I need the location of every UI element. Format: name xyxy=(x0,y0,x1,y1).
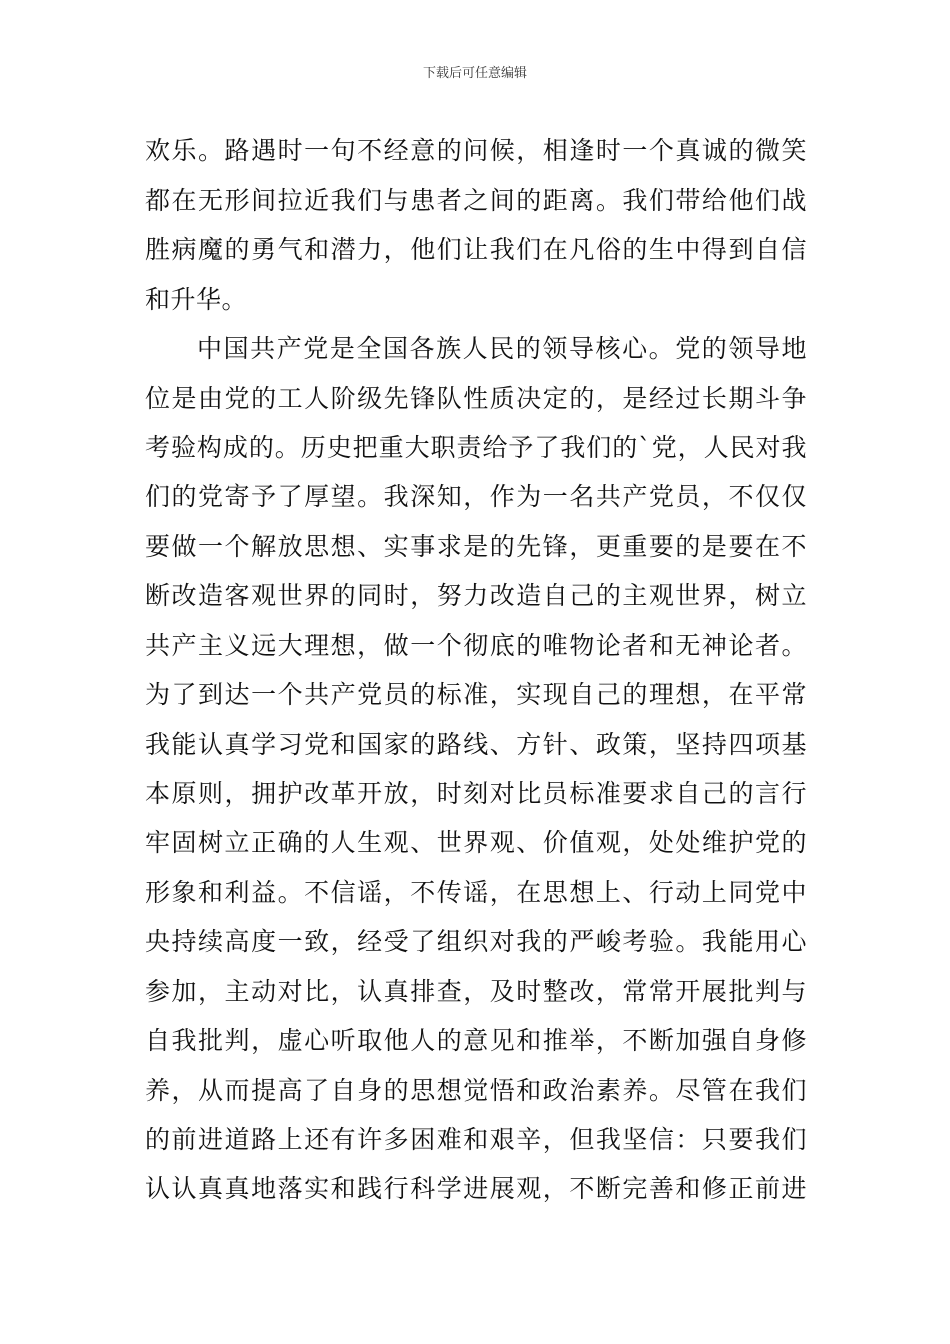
body-text-line: 央持续高度一致，经受了组织对我的严峻考验。我能用心 xyxy=(145,927,807,956)
body-text-line: 要做一个解放思想、实事求是的先锋，更重要的是要在不 xyxy=(145,532,807,561)
body-text-line: 和升华。 xyxy=(145,285,248,314)
body-text-line: 共产主义远大理想，做一个彻底的唯物论者和无神论者。 xyxy=(145,631,807,660)
body-text-line: 参加，主动对比，认真排查，及时整改，常常开展批判与 xyxy=(145,977,807,1006)
body-text-line: 牢固树立正确的人生观、世界观、价值观，处处维护党的 xyxy=(145,828,807,857)
body-text-line: 养，从而提高了自身的思想觉悟和政治素养。尽管在我们 xyxy=(145,1076,807,1105)
body-text-line: 胜病魔的勇气和潜力，他们让我们在凡俗的生中得到自信 xyxy=(145,235,807,264)
body-text-line: 我能认真学习党和国家的路线、方针、政策，坚持四项基 xyxy=(145,730,807,759)
body-text-line: 考验构成的。历史把重大职责给予了我们的`党，人民对我 xyxy=(145,433,807,462)
body-text-line: 位是由党的工人阶级先锋队性质决定的，是经过长期斗争 xyxy=(145,384,807,413)
body-text-line: 都在无形间拉近我们与患者之间的距离。我们带给他们战 xyxy=(145,186,807,215)
body-text-line: 形象和利益。不信谣，不传谣，在思想上、行动上同党中 xyxy=(145,878,807,907)
body-text-line: 们的党寄予了厚望。我深知，作为一名共产党员，不仅仅 xyxy=(145,482,807,511)
body-text-line: 认认真真地落实和践行科学进展观，不断完善和修正前进 xyxy=(145,1174,807,1203)
body-text-line: 自我批判，虚心听取他人的意见和推举，不断加强自身修 xyxy=(145,1026,807,1055)
body-text-line: 本原则，拥护改革开放，时刻对比员标准要求自己的言行 xyxy=(145,779,807,808)
page-header: 下载后可任意编辑 xyxy=(422,66,527,81)
body-text-line: 欢乐。路遇时一句不经意的问候，相逢时一个真诚的微笑 xyxy=(145,136,807,165)
body-text-line: 为了到达一个共产党员的标准，实现自己的理想，在平常 xyxy=(145,680,807,709)
paragraph-first-line: 中国共产党是全国各族人民的领导核心。党的领导地 xyxy=(197,334,807,363)
body-text-line: 断改造客观世界的同时，努力改造自己的主观世界，树立 xyxy=(145,581,807,610)
body-text-line: 的前进道路上还有许多困难和艰辛，但我坚信：只要我们 xyxy=(145,1125,807,1154)
